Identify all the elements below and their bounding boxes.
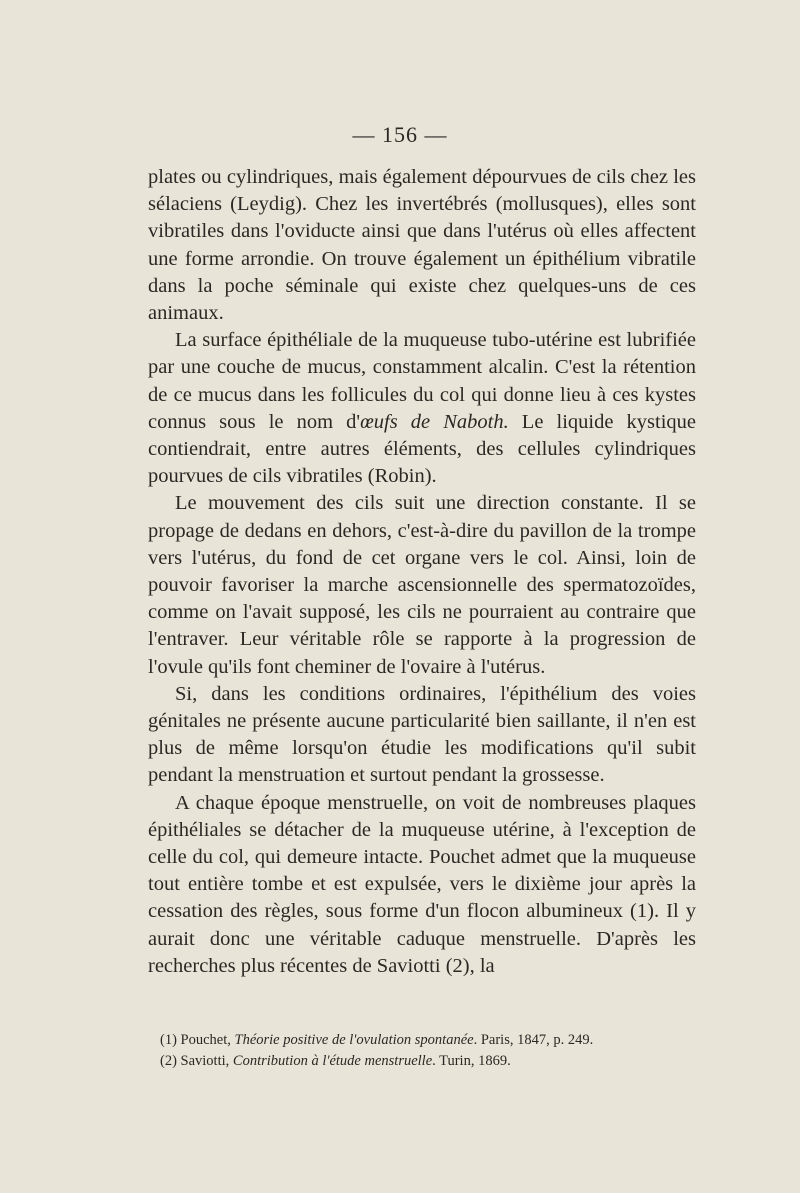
footnote-2-suffix: . Turin, 1869. [432,1053,511,1069]
footnote-1-title: Théorie positive de l'ovulation spontanée [234,1032,474,1048]
footnote-2-prefix: (2) Saviotti, [160,1053,233,1069]
footnote-1-suffix: . Paris, 1847, p. 249. [473,1032,594,1048]
paragraph-2-italic: œufs de Naboth. [360,410,509,433]
footnotes [160,1030,700,1072]
footnote-2 [160,1051,700,1072]
body-text [148,164,696,980]
page-number: — 156 — [352,122,448,147]
footnote-1-prefix: (1) Pouchet, [160,1032,235,1048]
paragraph-4: Si, dans les conditions ordinaires, l'épithélium des voies génitales ne présente aucune particularité bien saillante, il n'en est plus de même lorsqu'on étudie les modifications qu'il subit pendant la menstruation et surtout pendant la grossesse. [148,682,696,787]
paragraph-5: A chaque époque menstruelle, on voit de nombreuses plaques épithéliales se détacher de la muqueuse utérine, à l'exception de celle du col, qui demeure intacte. Pouchet admet que la muqueuse tout entière tombe et est expulsée, vers le dixième jour après la cessation des règles, sous forme d'un flocon albumineux (1). Il y aurait donc une véritable caduque menstruelle. D'après les recherches plus récentes de Saviotti (2), la [148,791,696,977]
paragraph-2 [148,327,696,490]
footnote-2-title: Contribution à l'étude menstruelle [232,1053,433,1069]
paragraph-2-text-after: Le liquide kystique contiendrait, entre autres éléments, des cellules cylindriques pourvues de cils vibratiles (Robin). [148,410,696,488]
paragraph-3: Le mouvement des cils suit une direction constante. Il se propage de dedans en dehors, c'est-à-dire du pavillon de la trompe vers l'utérus, du fond de cet organe vers le col. Ainsi, loin de pouvoir favoriser la marche ascensionnelle des spermatozoïdes, comme on l'avait supposé, les cils ne pourraient au contraire que l'entraver. Leur véritable rôle se rapporte à la progression de l'ovule qu'ils font cheminer de l'ovaire à l'utérus. [148,492,696,678]
paragraph-1: plates ou cylindriques, mais également dépourvues de cils chez les sélaciens (Leydig). Chez les invertébrés (mollusques), elles sont vibratiles dans l'oviducte ainsi que dans l'utérus où elles affectent une forme arrondie. On trouve également un épithélium vibratile dans la poche séminale qui existe chez quelques-uns de ces animaux. [148,166,696,325]
footnote-1 [160,1030,700,1051]
paragraph-2-text-before: La surface épithéliale de la muqueuse tubo-utérine est lubrifiée par une couche de mucus, constamment alcalin. C'est la rétention de ce mucus dans les follicules du col qui donne lieu à ces kystes connus sous le nom d' [148,329,696,433]
